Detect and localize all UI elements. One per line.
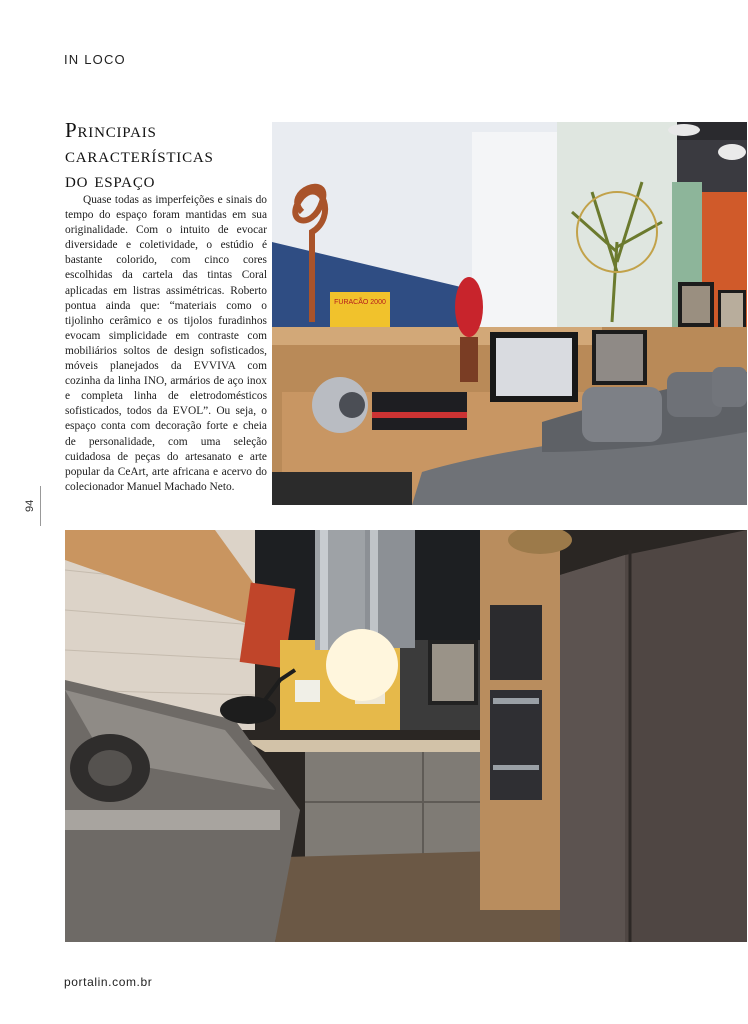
- poster-text: FURACÃO 2000: [334, 299, 386, 306]
- article-body: Quase todas as imperfeições e sinais do tempo do espaço foram mantidas em sua originalidade. Com o intuito de evocar diversidade e coletividade, o estúdio é bastante colorido, com cinco cores escolhidas da cartela das tintas Coral aplicadas em listras assimétricas. Roberto pontua ainda que: “materiais como o tijolinho cerâmico e os tijolos furadinhos evocam simplicidade em contraste com mobiliários soltos de design sofisticados, móveis planejados da EVVIVA com cozinha da linha INO, armários de aço inox e completa linha de eletrodomésticos sofisticados, todos da EVOL”. Ou seja, o espaço conta com decoração forte e cheia de personalidade, com uma seleção cuidadosa de peças do artesanato e arte popular da CeArt, arte africana e acervo do colecionador Manuel Machado Neto.: [65, 194, 267, 493]
- headline-line-1: Principais: [65, 118, 157, 142]
- living-room-photo: [272, 122, 747, 505]
- headline: [65, 118, 265, 193]
- section-label: IN LOCO: [64, 52, 126, 67]
- page-number-rule: [40, 486, 41, 526]
- headline-line-2: características: [65, 143, 214, 167]
- headline-line-3: do espaço: [65, 168, 156, 192]
- footer-url: portalin.com.br: [64, 975, 153, 989]
- kitchen-photo: [65, 530, 747, 942]
- page-number: 94: [24, 499, 36, 512]
